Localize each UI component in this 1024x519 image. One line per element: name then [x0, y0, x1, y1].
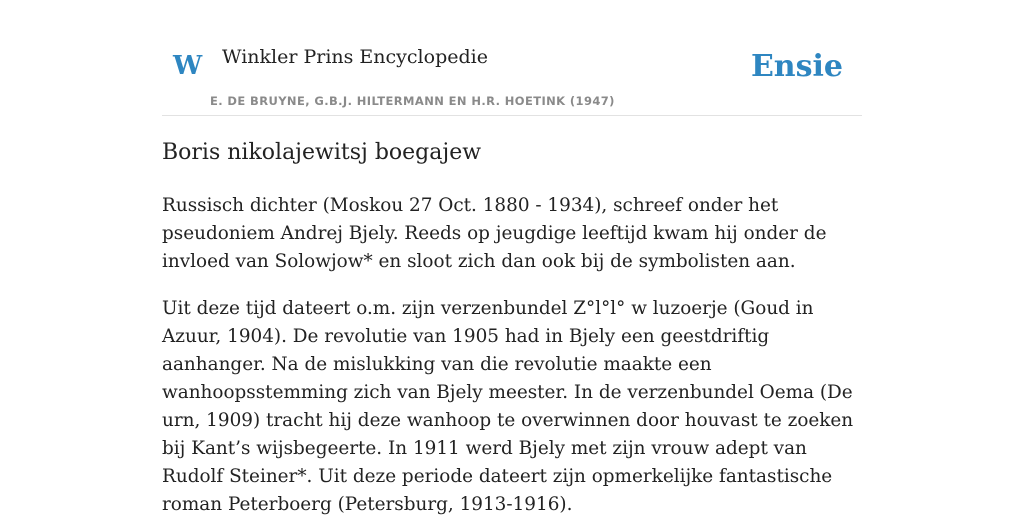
source-authors: E. DE BRUYNE, G.B.J. HILTERMANN EN H.R. HOETINK (1947): [210, 94, 615, 108]
article-paragraph: Russisch dichter (Moskou 27 Oct. 1880 - 1934), schreef onder het pseudoniem Andrej Bjely. Reeds op jeugdige leeftijd kwam hij onder de invloed van Solowjow* en sloot zich dan ook bij de symbolisten aan.: [162, 195, 827, 272]
winkler-prins-logo[interactable]: W: [173, 51, 203, 81]
article-page: [162, 0, 862, 515]
ensie-logo-link[interactable]: Ensie: [750, 49, 843, 84]
article-title: Boris nikolajewitsj boegajew: [162, 140, 482, 165]
source-header: [162, 0, 862, 116]
source-title[interactable]: Winkler Prins Encyclopedie: [222, 46, 488, 68]
article-paragraph: Uit deze tijd dateert o.m. zijn verzenbundel Z°l°l° w luzoerje (Goud in Azuur, 1904). De revolutie van 1905 had in Bjely een geestdriftig aanhanger. Na de mislukking van die revolutie maakte een wanhoopsstemming zich van Bjely meester. In de verzenbundel Oema (De urn, 1909) tracht hij deze wanhoop te overwinnen door houvast te zoeken bij Kant’s wijsbegeerte. In 1911 werd Bjely met zijn vrouw adept van Rudolf Steiner*. Uit deze periode dateert zijn opmerkelijke fantastische roman Peterboerg (Petersburg, 1913-1916).: [162, 298, 854, 515]
